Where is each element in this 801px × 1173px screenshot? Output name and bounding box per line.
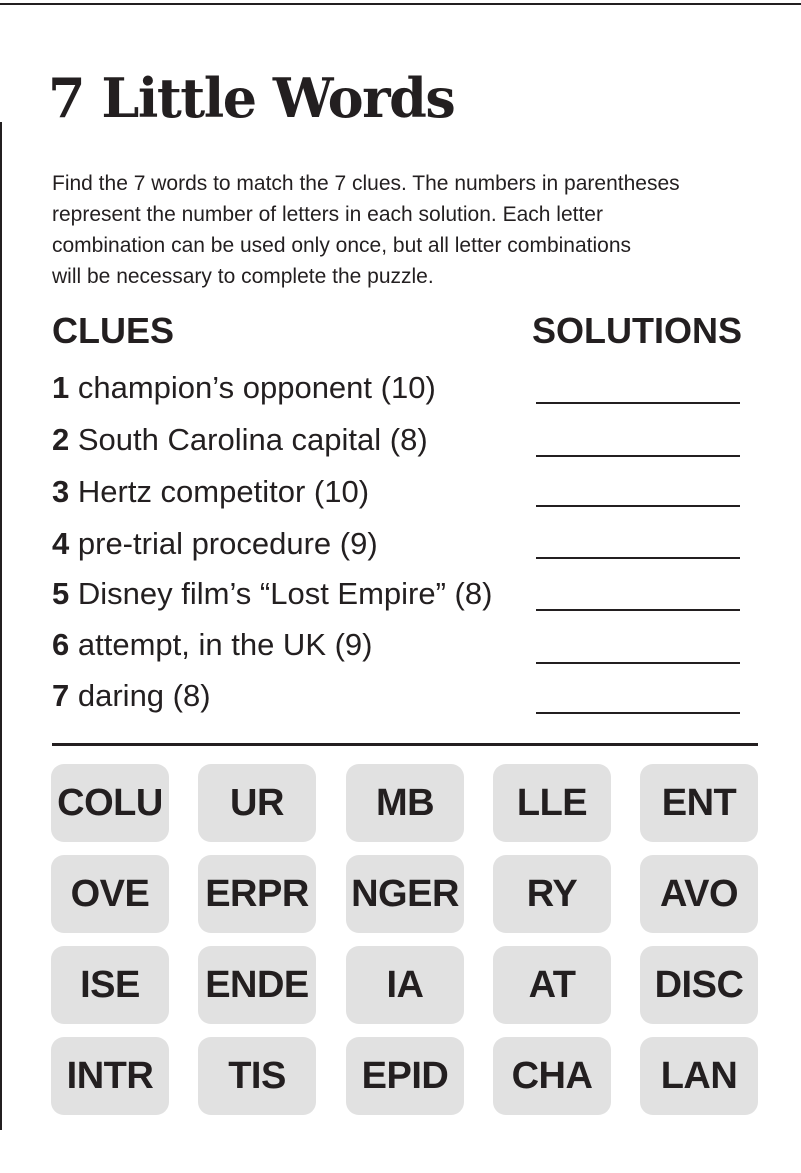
puzzle-title: 7 Little Words (48, 66, 455, 130)
clue-3 (52, 467, 369, 517)
solutions-header: SOLUTIONS (532, 310, 743, 351)
letter-tile[interactable]: ERPR (198, 855, 316, 933)
letter-tile[interactable]: COLU (51, 764, 169, 842)
left-margin-rule (0, 122, 2, 1130)
solution-blank-7[interactable] (536, 712, 740, 714)
letter-tile[interactable]: ENDE (198, 946, 316, 1024)
solution-blank-2[interactable] (536, 455, 740, 457)
letter-tile[interactable]: LAN (640, 1037, 758, 1115)
letter-tile[interactable]: TIS (198, 1037, 316, 1115)
letter-tile[interactable]: OVE (51, 855, 169, 933)
clue-number: 6 (52, 627, 70, 662)
clue-number: 4 (52, 526, 70, 561)
clue-text: South Carolina capital (8) (77, 422, 428, 457)
clue-2 (52, 415, 428, 465)
letter-tile[interactable]: DISC (640, 946, 758, 1024)
letter-tile[interactable]: NGER (346, 855, 464, 933)
solution-blank-5[interactable] (536, 609, 740, 611)
letter-tile[interactable]: IA (346, 946, 464, 1024)
clue-number: 3 (52, 474, 70, 509)
letter-tile[interactable]: MB (346, 764, 464, 842)
clue-text: Hertz competitor (10) (77, 474, 370, 509)
letter-tile[interactable]: LLE (493, 764, 611, 842)
clue-1 (52, 363, 436, 413)
clue-5 (52, 569, 492, 619)
clue-7 (52, 671, 211, 721)
top-rule (0, 3, 801, 5)
letter-tile[interactable]: RY (493, 855, 611, 933)
clue-number: 2 (52, 422, 70, 457)
clue-4 (52, 519, 378, 569)
clue-number: 7 (52, 678, 70, 713)
letter-tile[interactable]: CHA (493, 1037, 611, 1115)
divider-rule (52, 743, 758, 746)
solution-blank-1[interactable] (536, 402, 740, 404)
clue-number: 1 (52, 370, 70, 405)
letter-tile[interactable]: AT (493, 946, 611, 1024)
clue-number: 5 (52, 576, 70, 611)
clue-text: champion’s opponent (10) (77, 370, 436, 405)
clue-text: Disney film’s “Lost Empire” (8) (77, 576, 493, 611)
clue-text: attempt, in the UK (9) (77, 627, 373, 662)
letter-tile[interactable]: UR (198, 764, 316, 842)
letter-tile[interactable]: ENT (640, 764, 758, 842)
solution-blank-4[interactable] (536, 557, 740, 559)
letter-tile[interactable]: AVO (640, 855, 758, 933)
solution-blank-3[interactable] (536, 505, 740, 507)
letter-tile[interactable]: INTR (51, 1037, 169, 1115)
letter-tile[interactable]: ISE (51, 946, 169, 1024)
clue-text: daring (8) (77, 678, 211, 713)
instructions: Find the 7 words to match the 7 clues. The numbers in parentheses represent the number of letters in each solution. Each letter combination can be used only once, but all letter combinations will be necessary to complete the puzzle. (52, 172, 680, 288)
solution-blank-6[interactable] (536, 662, 740, 664)
clues-header: CLUES (52, 310, 175, 351)
clue-text: pre-trial procedure (9) (77, 526, 378, 561)
letter-tile[interactable]: EPID (346, 1037, 464, 1115)
clue-6 (52, 620, 373, 670)
